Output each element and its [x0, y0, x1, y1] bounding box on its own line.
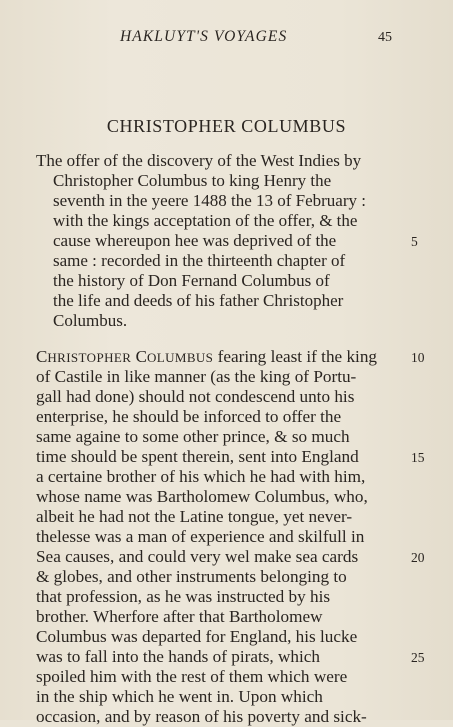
summary-line: Christopher Columbus to king Henry the: [53, 171, 332, 190]
smallcaps-initial: C: [135, 347, 147, 366]
body-line: spoiled him with the rest of them which were: [36, 667, 348, 686]
body-line: of Castile in like manner (as the king of Portu-: [36, 367, 357, 386]
body-line-tail: fearing least if the king: [213, 347, 378, 366]
body-line: time should be spent therein, sent into England: [36, 447, 359, 466]
summary-line: with the kings acceptation of the offer, & the: [53, 211, 358, 230]
body-line: thelesse was a man of experience and skilfull in: [36, 527, 365, 546]
summary-line: Columbus.: [53, 311, 128, 330]
running-head: [0, 28, 453, 48]
body-line: & globes, and other instruments belonging to: [36, 567, 347, 586]
smallcaps-initial: C: [36, 347, 48, 366]
body-line: that profession, as he was instructed by his: [36, 587, 331, 606]
line-number: 5: [411, 234, 418, 249]
body-line: enterprise, he should be inforced to offer the: [36, 407, 342, 426]
line-number: 20: [411, 550, 425, 565]
body-line: whose name was Bartholomew Columbus, who,: [36, 487, 368, 506]
smallcaps-rest: HRISTOPHER: [47, 350, 132, 365]
summary-line: seventh in the yeere 1488 the 13 of February :: [53, 191, 366, 210]
summary-line: the life and deeds of his father Christopher: [53, 291, 344, 310]
line-number: 15: [411, 450, 425, 465]
body-line: Columbus was departed for England, his lucke: [36, 627, 358, 646]
summary-line: the history of Don Fernand Columbus of: [53, 271, 330, 290]
body-line: was to fall into the hands of pirats, which: [36, 647, 321, 666]
line-number: 10: [411, 350, 425, 365]
summary-line: cause whereupon hee was deprived of the: [53, 231, 337, 250]
body-line: in the ship which he went in. Upon which: [36, 687, 323, 706]
body-line: occasion, and by reason of his poverty and sick-: [36, 707, 367, 726]
smallcaps-rest: OLUMBUS: [146, 350, 214, 365]
summary-line: same : recorded in the thirteenth chapter of: [53, 251, 346, 270]
summary-line: The offer of the discovery of the West Indies by: [36, 151, 362, 170]
line-number: 25: [411, 650, 425, 665]
chapter-title: CHRISTOPHER COLUMBUS: [106, 116, 347, 136]
body-line: brother. Wherfore after that Bartholomew: [36, 607, 323, 626]
body-line: same againe to some other prince, & so much: [36, 427, 350, 446]
body-line: albeit he had not the Latine tongue, yet never-: [36, 507, 353, 526]
body-line: gall had done) should not condescend unto his: [36, 387, 355, 406]
body-line-first: [36, 347, 377, 367]
running-title: HAKLUYT'S VOYAGES: [120, 28, 288, 45]
body-line: a certaine brother of his which he had with him,: [36, 467, 366, 486]
body-line: Sea causes, and could very wel make sea cards: [36, 547, 359, 566]
page-number: 45: [378, 30, 392, 45]
